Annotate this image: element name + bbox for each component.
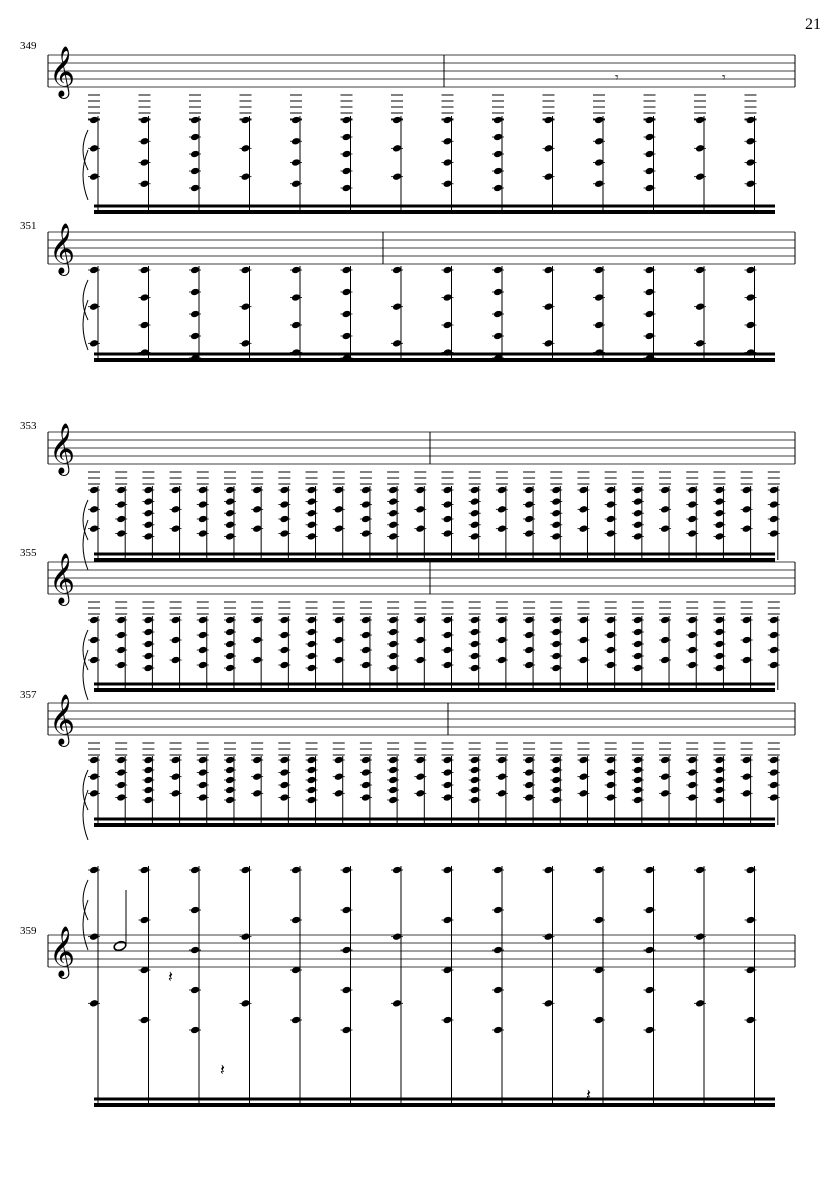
eighth-rest-icon: 𝄾	[722, 70, 726, 86]
treble-clef-icon: 𝄞	[49, 223, 76, 274]
measure-number: 349	[20, 40, 37, 52]
measure-number: 355	[20, 547, 37, 559]
measure-number: 359	[20, 925, 37, 937]
treble-clef-icon: 𝄞	[49, 46, 76, 97]
quarter-rest-icon: 𝄽	[220, 1060, 225, 1079]
page-number: 21	[805, 16, 821, 33]
measure-number: 353	[20, 420, 37, 432]
treble-clef-icon: 𝄞	[49, 926, 76, 977]
treble-clef-icon: 𝄞	[49, 423, 76, 474]
measure-number: 357	[20, 689, 37, 701]
treble-clef-icon: 𝄞	[49, 694, 76, 745]
treble-clef-icon: 𝄞	[49, 553, 76, 604]
eighth-rest-icon: 𝄾	[615, 70, 619, 86]
half-note-head	[113, 940, 127, 952]
measure-number: 351	[20, 220, 37, 232]
quarter-rest-icon: 𝄽	[586, 1085, 591, 1104]
quarter-rest-icon: 𝄽	[168, 967, 173, 986]
